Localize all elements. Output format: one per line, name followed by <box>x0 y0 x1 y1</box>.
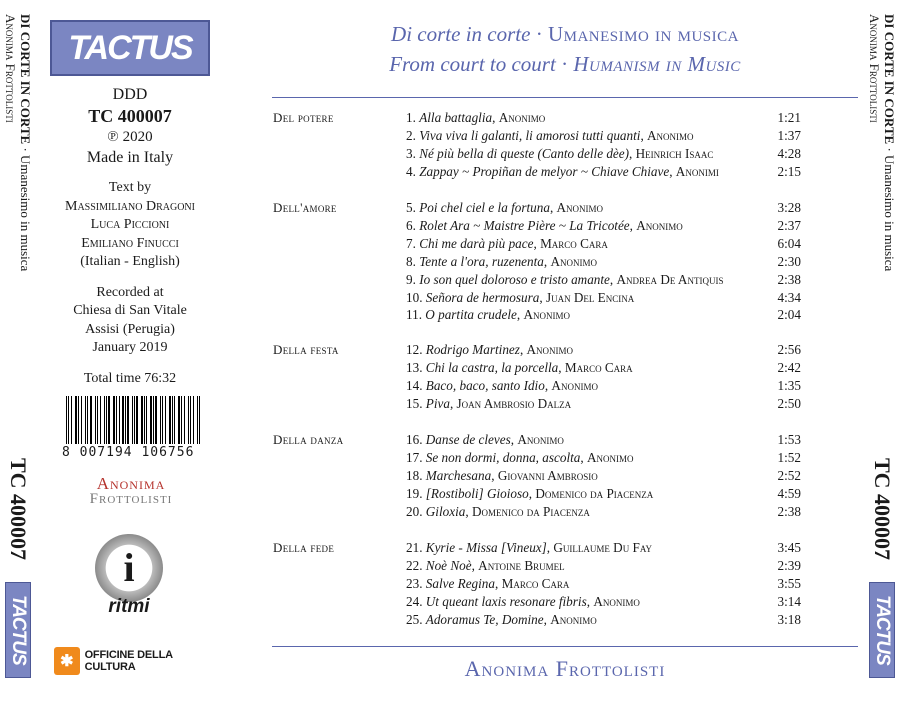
author-name: Massimiliano Dragoni <box>65 198 195 214</box>
author-name: Luca Piccioni <box>90 217 170 232</box>
track-row: 7. Chi me darà più pace, Marco Cara <box>406 235 608 251</box>
track-duration: 2:15 <box>777 163 801 179</box>
track-composer: Antoine Brumel <box>478 557 565 573</box>
title-italian-main: Di corte in corte <box>391 22 531 46</box>
track-composer: Giovanni Ambrosio <box>497 467 598 483</box>
track-composer: Anonimi <box>675 163 719 179</box>
track-row: 22. Noè Noè, Antoine Brumel <box>406 557 565 573</box>
track-number: 8. <box>406 253 416 269</box>
recording-venue: Chiesa di San Vitale <box>73 303 187 318</box>
barcode-bar <box>184 396 185 444</box>
text-by-label: Text by <box>108 180 152 195</box>
track-duration: 3:45 <box>777 540 801 555</box>
track-title: Marchesana <box>425 467 492 483</box>
track-row: 9. Io son quel doloroso e tristo amante, Andrea De Antiquis <box>406 271 724 287</box>
track-row: 12. Rodrigo Martinez, Anonimo <box>406 342 574 357</box>
track-composer: Guillaume Du Fay <box>553 540 653 555</box>
track-composer: Andrea De Antiquis <box>616 271 724 287</box>
track-number: 16. <box>406 432 423 447</box>
track-title: Danse de cleves <box>425 432 511 447</box>
track-title: Rolet Ara ~ Maistre Pière ~ La Tricotée <box>419 217 630 233</box>
track-composer: Juan Del Encina <box>545 289 635 305</box>
barcode-bar <box>81 396 82 444</box>
track-row: 8. Tente a l'ora, ruzenenta, Anonimo <box>406 253 597 269</box>
track-row: 6. Rolet Ara ~ Maistre Pière ~ La Tricotée, Anonimo <box>406 217 683 233</box>
track-row: 19. [Rostiboli] Gioioso, Domenico da Piacenza <box>406 485 654 501</box>
track-number: 25. <box>406 611 423 627</box>
track-number: 18. <box>406 467 423 483</box>
title-english <box>270 52 860 77</box>
barcode-bar <box>160 396 161 444</box>
tactus-logo <box>50 20 210 76</box>
track-title: Chi me darà più pace <box>419 235 534 251</box>
barcode-bar <box>188 396 189 444</box>
track-row: 16. Danse de cleves, Anonimo <box>406 432 564 447</box>
title-separator: · <box>530 22 548 46</box>
track-row: 4. Zappay ~ Propiñan de melyor ~ Chiave Chiave, Anonimi <box>406 163 719 179</box>
barcode-bar <box>169 396 170 444</box>
spine-logo-text: TACTUS <box>8 595 29 665</box>
track-number: 12. <box>406 342 423 357</box>
barcode-bar <box>134 396 135 444</box>
track-number: 5. <box>406 200 416 215</box>
track-row: 18. Marchesana, Giovanni Ambrosio <box>406 467 598 483</box>
track-composer: Domenico da Piacenza <box>535 485 654 501</box>
track-composer: Anonimo <box>551 377 598 393</box>
track-title: Chi la castra, la porcella <box>425 359 559 375</box>
track-row: 23. Salve Regina, Marco Cara <box>406 575 570 591</box>
track-row: 13. Chi la castra, la porcella, Marco Cara <box>406 359 633 375</box>
track-composer: Marco Cara <box>540 235 608 251</box>
track-composer: Anonimo <box>526 342 574 357</box>
artist-name: Anonima Frottolisti <box>464 656 666 681</box>
track-row: 10. Señora de hermosura, Juan Del Encina <box>406 289 635 305</box>
total-time: Total time 76:32 <box>83 370 177 386</box>
track-row: 15. Piva, Joan Ambrosio Dalza <box>406 395 572 411</box>
barcode-bar <box>199 396 200 444</box>
track-composer: Anonimo <box>647 127 694 143</box>
barcode-bar <box>144 396 145 444</box>
track-composer: Anonimo <box>498 110 546 125</box>
barcode-bar <box>104 396 105 444</box>
recording-city: Assisi (Perugia) <box>85 321 175 337</box>
track-number: 9. <box>406 271 416 287</box>
track-number: 7. <box>406 235 416 251</box>
spine-catalog-number: TC 400007 <box>870 458 895 561</box>
track-duration: 1:52 <box>777 449 801 465</box>
barcode-bar <box>113 396 115 444</box>
made-in: Made in Italy <box>86 149 174 166</box>
track-duration: 2:50 <box>777 395 801 411</box>
logo-line-2: Frottolisti <box>89 491 173 507</box>
barcode-bar <box>90 396 92 444</box>
track-composer: Domenico da Piacenza <box>471 503 590 519</box>
text-credits <box>40 179 220 272</box>
track-title: Poi chel ciel e la fortuna <box>419 200 550 215</box>
track-row: 1. Alla battaglia, Anonimo <box>406 110 546 125</box>
spine-tactus-logo <box>5 582 31 678</box>
languages: (Italian - English) <box>80 254 180 269</box>
track-number: 2. <box>406 127 416 143</box>
track-duration: 2:04 <box>777 307 801 323</box>
track-number: 1. <box>406 110 416 125</box>
left-spine <box>0 0 36 703</box>
barcode-bar <box>178 396 180 444</box>
track-title: Io son quel doloroso e tristo amante <box>419 271 610 287</box>
recording-info <box>40 284 220 358</box>
anonima-frottolisti-logo <box>75 476 187 507</box>
barcode-bar <box>153 396 154 444</box>
spine-catalog-number: TC 400007 <box>6 458 31 561</box>
track-title: Baco, baco, santo Idio <box>425 377 545 393</box>
track-composer: Anonimo <box>593 593 640 609</box>
section-label: Della fede <box>273 540 335 555</box>
track-title: Alla battaglia <box>419 110 493 125</box>
spine-logo-text: TACTUS <box>872 595 893 665</box>
track-composer: Heinrich Isaac <box>635 145 714 161</box>
track-row: 3. Né più bella di queste (Canto delle dèe), Heinrich Isaac <box>406 145 714 161</box>
track-row: 14. Baco, baco, santo Idio, Anonimo <box>406 377 598 393</box>
track-title: [Rostiboli] Gioioso <box>425 485 529 501</box>
track-title: Piva <box>425 395 450 411</box>
track-composer: Anonimo <box>550 253 597 269</box>
barcode <box>62 396 202 460</box>
logo-line-1: Anonima <box>96 474 166 493</box>
track-duration: 6:04 <box>777 235 801 251</box>
track-duration: 2:56 <box>777 342 801 357</box>
barcode-bar <box>146 396 147 444</box>
spine-separator: · <box>882 144 897 156</box>
track-number: 21. <box>406 540 423 555</box>
track-number: 6. <box>406 217 416 233</box>
track-row: 17. Se non dormi, donna, ascolta, Anonimo <box>406 449 634 465</box>
track-duration: 2:52 <box>777 467 801 483</box>
track-number: 11. <box>406 307 422 323</box>
track-composer: Anonimo <box>556 200 604 215</box>
ritmi-logo <box>90 534 168 618</box>
section-label: Della festa <box>273 342 339 357</box>
track-duration: 4:28 <box>777 145 801 161</box>
barcode-bar <box>66 396 67 444</box>
right-spine <box>864 0 900 703</box>
track-number: 10. <box>406 289 423 305</box>
top-divider <box>272 97 858 98</box>
track-duration: 1:35 <box>777 377 801 393</box>
info-column <box>40 20 220 388</box>
officine-mark-icon: ✱ <box>54 647 80 675</box>
barcode-bar <box>116 396 117 444</box>
barcode-bar <box>95 396 96 444</box>
title-separator: · <box>555 52 574 76</box>
track-number: 20. <box>406 503 423 519</box>
track-duration: 3:14 <box>777 593 801 609</box>
spine-subtitle: Umanesimo in musica <box>18 155 33 272</box>
track-title: Né più bella di queste (Canto delle dèe) <box>419 145 630 161</box>
spine-subtitle: Umanesimo in musica <box>882 155 897 272</box>
recorded-label: Recorded at <box>96 284 164 300</box>
section-label: Del potere <box>273 110 334 125</box>
bottom-divider <box>272 646 858 647</box>
track-row: 20. Giloxia, Domenico da Piacenza <box>406 503 590 519</box>
track-number: 15. <box>406 395 423 411</box>
track-title: Viva viva li galanti, li amorosi tutti quanti <box>419 127 641 143</box>
track-title: O partita crudele <box>425 307 517 323</box>
track-composer: Marco Cara <box>564 359 633 375</box>
barcode-bar <box>85 396 86 444</box>
track-row: 24. Ut queant laxis resonare fibris, Anonimo <box>406 593 640 609</box>
spine-title: DI CORTE IN CORTE <box>18 14 33 145</box>
track-row: 21. Kyrie - Missa [Vineux], Guillaume Du Fay <box>406 540 653 555</box>
barcode-bar <box>87 396 88 444</box>
track-duration: 3:18 <box>777 611 801 627</box>
track-row: 25. Adoramus Te, Domine, Anonimo <box>406 611 597 627</box>
officine-text: OFFICINE DELLA CULTURA <box>84 649 173 673</box>
barcode-bar <box>125 396 126 444</box>
barcode-bar <box>68 396 69 444</box>
track-composer: Marco Cara <box>501 575 570 591</box>
track-title: Se non dormi, donna, ascolta <box>425 449 581 465</box>
spine-title: DI CORTE IN CORTE <box>882 14 897 145</box>
track-title: Kyrie - Missa [Vineux] <box>425 540 547 555</box>
catalog-number: TC 400007 <box>88 106 172 126</box>
barcode-bar <box>181 396 182 444</box>
track-title: Giloxia <box>425 503 466 519</box>
track-composer: Anonimo <box>517 432 564 447</box>
spine-artist: Anonima Frottolisti <box>867 14 882 123</box>
barcode-bar <box>193 396 194 444</box>
barcode-bar <box>100 396 101 444</box>
barcode-bar <box>197 396 198 444</box>
track-composer: Anonimo <box>586 449 634 465</box>
track-row: 11. O partita crudele, Anonimo <box>406 307 570 323</box>
barcode-bar <box>165 396 166 444</box>
track-row: 2. Viva viva li galanti, li amorosi tutti quanti, Anonimo <box>406 127 694 143</box>
ritmi-wordmark: ritmi <box>108 596 150 617</box>
tactus-logo-text: TACTUS <box>68 28 192 67</box>
title-italian <box>270 22 860 47</box>
track-duration: 4:59 <box>777 485 801 501</box>
barcode-bar <box>106 396 107 444</box>
barcode-bar <box>172 396 173 444</box>
spine-artist: Anonima Frottolisti <box>3 14 18 123</box>
barcode-bar <box>78 396 79 444</box>
track-number: 14. <box>406 377 423 393</box>
track-duration: 3:28 <box>777 200 801 215</box>
track-title: Ut queant laxis resonare fibris <box>425 593 587 609</box>
track-duration: 3:55 <box>777 575 801 591</box>
track-title: Adoramus Te, Domine <box>425 611 544 627</box>
track-composer: Joan Ambrosio Dalza <box>456 395 572 411</box>
section-label: Della danza <box>273 432 344 447</box>
track-duration: 2:37 <box>777 217 801 233</box>
track-duration: 2:30 <box>777 253 801 269</box>
barcode-bar <box>119 396 120 444</box>
barcode-bar <box>162 396 163 444</box>
barcode-bar <box>141 396 142 444</box>
track-duration: 2:39 <box>777 557 801 573</box>
section-label: Dell'amore <box>273 200 337 215</box>
barcode-bar <box>122 396 123 444</box>
title-italian-sub: Umanesimo in musica <box>547 22 739 46</box>
track-row: 5. Poi chel ciel e la fortuna, Anonimo <box>406 200 604 215</box>
track-number: 13. <box>406 359 423 375</box>
track-duration: 2:38 <box>777 503 801 519</box>
track-number: 17. <box>406 449 423 465</box>
barcode-bar <box>108 396 109 444</box>
spine-tactus-logo <box>869 582 895 678</box>
track-title: Salve Regina <box>425 575 495 591</box>
recording-date: January 2019 <box>92 340 168 355</box>
track-number: 19. <box>406 485 423 501</box>
barcode-bar <box>97 396 98 444</box>
track-title: Señora de hermosura <box>425 289 540 305</box>
barcode-bar <box>150 396 151 444</box>
spine-title-block <box>867 14 897 271</box>
track-title: Rodrigo Martinez <box>425 342 520 357</box>
title-english-sub: Humanism in Music <box>573 52 741 76</box>
barcode-bar <box>136 396 138 444</box>
track-number: 24. <box>406 593 423 609</box>
track-title: Zappay ~ Propiñan de melyor ~ Chiave Chiave <box>419 163 670 179</box>
track-title: Tente a l'ora, ruzenenta <box>419 253 544 269</box>
track-number: 3. <box>406 145 416 161</box>
title-english-main: From court to court <box>389 52 556 76</box>
barcode-bar <box>132 396 133 444</box>
track-duration: 1:21 <box>777 110 801 125</box>
track-composer: Anonimo <box>550 611 597 627</box>
track-composer: Anonimo <box>636 217 683 233</box>
track-number: 4. <box>406 163 416 179</box>
barcode-bar <box>155 396 157 444</box>
track-title: Noè Noè <box>425 557 472 573</box>
barcode-number: 8 007194 106756 <box>62 445 195 460</box>
spine-separator: · <box>18 144 33 156</box>
track-duration: 2:38 <box>777 271 801 287</box>
phonogram-year: ℗ 2020 <box>107 129 153 145</box>
spine-title-block <box>3 14 33 271</box>
ddd-label: DDD <box>112 86 148 103</box>
barcode-bars <box>66 396 202 444</box>
track-number: 22. <box>406 557 423 573</box>
track-duration: 1:37 <box>777 127 801 143</box>
ritmi-emblem-icon: i <box>95 534 163 602</box>
track-duration: 4:34 <box>777 289 801 305</box>
barcode-bar <box>127 396 128 444</box>
barcode-bar <box>71 396 72 444</box>
author-name: Emiliano Finucci <box>81 235 179 251</box>
track-duration: 1:53 <box>777 432 801 447</box>
track-number: 23. <box>406 575 423 591</box>
officine-della-cultura-logo <box>54 646 214 676</box>
track-composer: Anonimo <box>523 307 570 323</box>
barcode-bar <box>190 396 191 444</box>
barcode-bar <box>75 396 77 444</box>
barcode-bar <box>174 396 175 444</box>
track-duration: 2:42 <box>777 359 801 375</box>
